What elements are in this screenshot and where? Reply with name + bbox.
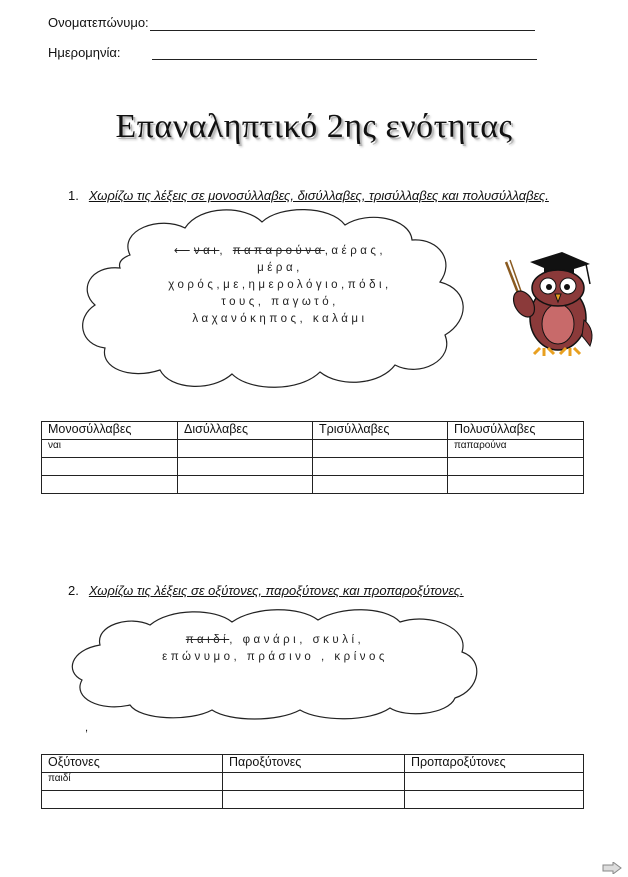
cloud1-line3: χορός,με,ημερολόγιο,πόδι,: [168, 279, 392, 291]
page-title: Επαναληπτικό 2ης ενότητας: [115, 108, 513, 145]
cloud2-line1: [110, 632, 440, 649]
table-cell[interactable]: [313, 440, 448, 458]
cloud1-line2: μέρα,: [257, 262, 303, 274]
col-header: Οξύτονες: [42, 755, 223, 773]
next-page-arrow-icon[interactable]: [602, 862, 622, 874]
table-row: [42, 458, 584, 476]
exercise1-number: 1.: [68, 188, 79, 203]
cloud1-line4: τους, παγωτό,: [221, 296, 339, 308]
table-cell[interactable]: [448, 476, 584, 494]
col-header: Προπαροξύτονες: [405, 755, 584, 773]
table-cell[interactable]: [178, 476, 313, 494]
exercise1-instruction: [68, 188, 549, 203]
exercise2-instruction: [68, 583, 464, 598]
date-label: Ημερομηνία:: [48, 45, 121, 60]
table-cell[interactable]: [42, 791, 223, 809]
cloud1-word-paparouna: παπαρούνα: [232, 245, 325, 257]
table-header-row: [42, 755, 584, 773]
cloud1-text: [120, 243, 440, 328]
stray-mark: ,: [85, 722, 89, 734]
cloud2-word-paidi: παιδί: [185, 634, 230, 646]
table-cell[interactable]: [223, 773, 405, 791]
cloud1-line1: [120, 243, 440, 260]
table-row: [42, 773, 584, 791]
table-cell[interactable]: [178, 440, 313, 458]
col-header: Πολυσύλλαβες: [448, 422, 584, 440]
table-cell[interactable]: παιδί: [42, 773, 223, 791]
exercise2-number: 2.: [68, 583, 79, 598]
cloud1-word-nai: ναι: [193, 245, 220, 257]
table-cell[interactable]: [313, 476, 448, 494]
col-header: Δισύλλαβες: [178, 422, 313, 440]
cloud1-line1-rest: ,αέρας,: [324, 245, 387, 257]
table-row: [42, 476, 584, 494]
date-line[interactable]: [152, 59, 537, 60]
cloud2-line1-rest: , φανάρι, σκυλί,: [229, 634, 365, 646]
arrow-left-icon: ⟵: [173, 245, 194, 257]
cloud1-sep: ,: [219, 245, 227, 257]
cloud2-text: [110, 632, 440, 666]
table-cell[interactable]: ναι: [42, 440, 178, 458]
table-row: [42, 791, 584, 809]
exercise2-text: Χωρίζω τις λέξεις σε οξύτονες, παροξύτονες και προπαροξύτονες.: [88, 583, 464, 598]
table-row: [42, 440, 584, 458]
table-cell[interactable]: [178, 458, 313, 476]
table-cell[interactable]: [223, 791, 405, 809]
cloud1-line5: λαχανόκηπος, καλάμι: [192, 313, 368, 325]
stress-table: [41, 754, 584, 809]
table-cell[interactable]: [405, 791, 584, 809]
table-cell[interactable]: [313, 458, 448, 476]
table-cell[interactable]: [42, 458, 178, 476]
name-label: Ονοματεπώνυμο:: [48, 15, 149, 30]
table-cell[interactable]: [405, 773, 584, 791]
col-header: Τρισύλλαβες: [313, 422, 448, 440]
col-header: Μονοσύλλαβες: [42, 422, 178, 440]
table-cell[interactable]: [448, 458, 584, 476]
table-cell[interactable]: [42, 476, 178, 494]
table-header-row: [42, 422, 584, 440]
exercise1-text: Χωρίζω τις λέξεις σε μονοσύλλαβες, δισύλλαβες, τρισύλλαβες και πολυσύλλαβες.: [88, 188, 549, 203]
owl-teacher-icon: [500, 248, 600, 358]
col-header: Παροξύτονες: [223, 755, 405, 773]
name-line[interactable]: [150, 30, 535, 31]
syllable-table: [41, 421, 584, 494]
cloud2-line2: επώνυμο, πράσινο , κρίνος: [162, 651, 388, 663]
table-cell[interactable]: παπαρούνα: [448, 440, 584, 458]
